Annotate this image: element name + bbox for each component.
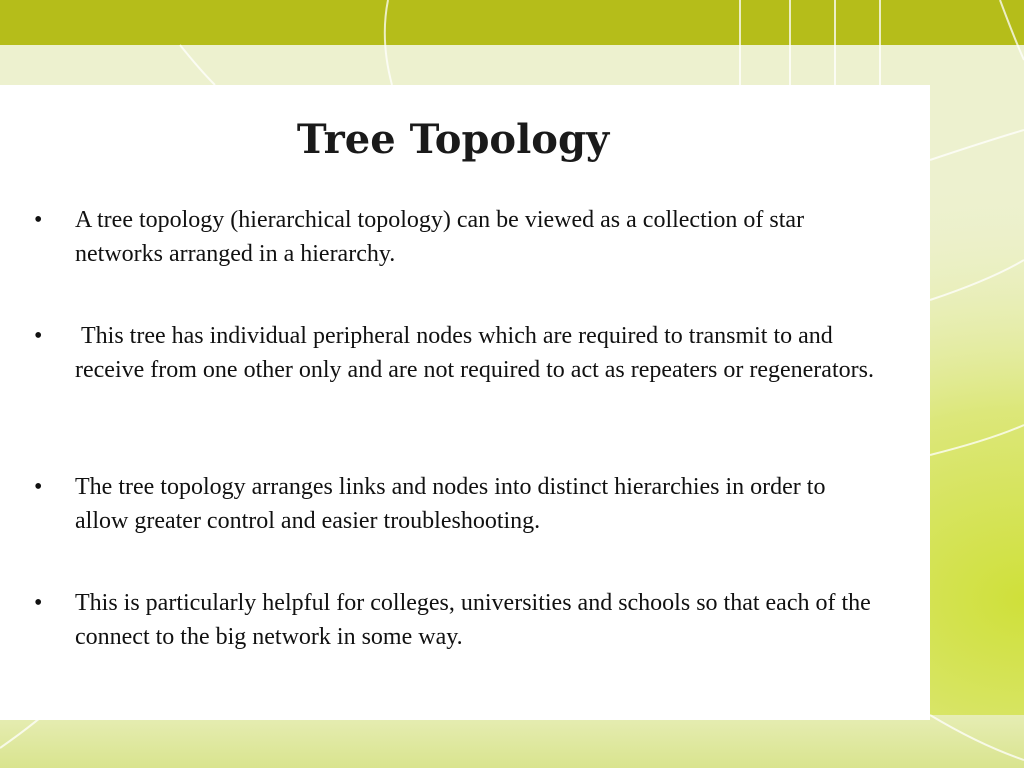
slide-title: Tree Topology	[296, 116, 610, 163]
bullet-item	[30, 319, 875, 387]
bullet-item	[30, 470, 875, 538]
bullet-text: The tree topology arranges links and nodes into distinct hierarchies in order to allow greater control and easier troubleshooting.	[75, 474, 832, 534]
bullet-text: This is particularly helpful for colleges, universities and schools so that each of the connect to the big network in some way.	[75, 590, 877, 650]
bullet-text: This tree has individual peripheral nodes which are required to transmit to and receive from one other only and are not required to act as repeaters or regenerators.	[75, 323, 874, 383]
bullet-item	[30, 586, 875, 654]
bullet-glyph: •	[34, 590, 43, 616]
bullet-glyph: •	[34, 323, 43, 349]
bullet-item	[30, 203, 875, 271]
bullet-glyph: •	[34, 474, 43, 500]
bullet-glyph: •	[34, 207, 43, 233]
bullet-text: A tree topology (hierarchical topology) can be viewed as a collection of star networks arranged in a hierarchy.	[75, 207, 811, 267]
